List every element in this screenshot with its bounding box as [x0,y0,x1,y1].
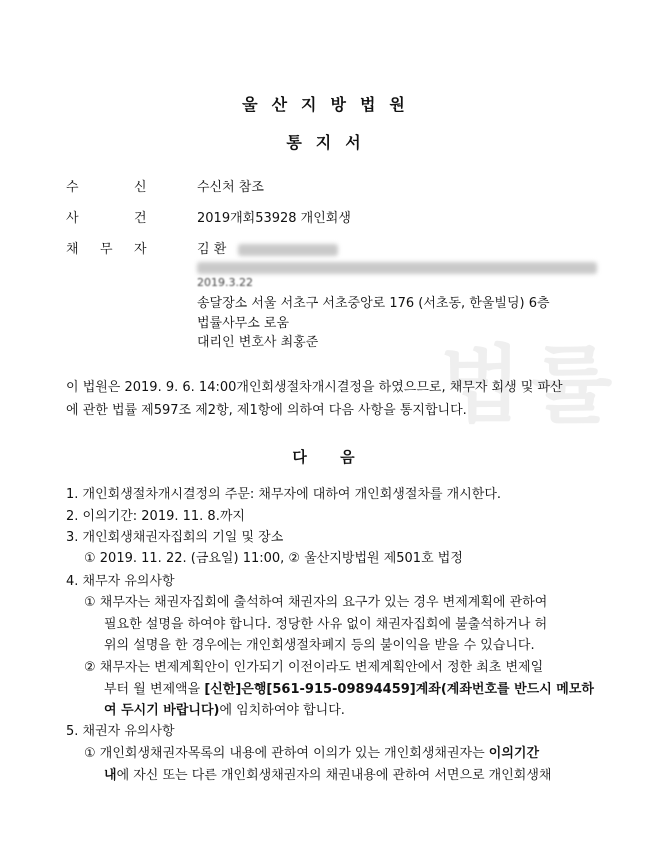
service-address: 송달장소 서울 서초구 서초중앙로 176 (서초동, 한울빌딩) 6층 [197,296,550,311]
case-label-2: 건 [134,211,147,226]
item-4-1-line-3: 위의 설명을 한 경우에는 개인회생절차폐지 등의 불이익을 받을 수 있습니다. [104,638,535,653]
item-3-detail: ① 2019. 11. 22. (금요일) 11:00, ② 울산지방법원 제501호 법정 [84,551,463,566]
item-5: 5. 채권자 유의사항 [66,724,175,739]
item-5-1-line-1: ① 개인회생채권자목록의 내용에 관하여 이의가 있는 개인회생채권자는 이의기간 [84,746,539,761]
item-4-2-line-2: 부터 월 변제액을 [신한]은행[561-915-09894459]계좌(계좌번호를 반드시 메모하 [104,682,594,697]
item-4-2-line-3: 여 두시기 바랍니다)에 임치하여야 합니다. [104,703,345,718]
agent-lawyer: 대리인 변호사 최홍준 [197,335,319,350]
recipient-label-1: 수 [66,180,79,195]
debtor-label-1: 채 [66,242,79,257]
intro-line-2: 에 관한 법률 제597조 제2항, 제1항에 의하여 다음 사항을 통지합니다. [66,403,467,418]
item-1: 1. 개인회생절차개시결정의 주문: 채무자에 대하여 개인회생절차를 개시한다. [66,487,502,502]
court-name: 울산지방법원 [242,95,419,114]
item-2: 2. 이의기간: 2019. 11. 8.까지 [66,509,245,524]
debtor-name-line [197,238,338,257]
debtor-partial: 2019.3.22 [197,276,253,289]
item-4-1-line-2: 필요한 설명을 하여야 합니다. 정당한 사유 없이 채권자집회에 불출석하거나 허 [104,617,548,632]
document-title: 통지서 [286,133,375,152]
case-label-1: 사 [66,211,79,226]
redacted-address-line [197,260,597,275]
debtor-name: 김 환 [197,242,227,257]
case-value: 2019개회53928 개인회생 [197,211,351,226]
intro-line-1: 이 법원은 2019. 9. 6. 14:00개인회생절차개시결정을 하였으므로, 채무자 회생 및 파산 [66,380,563,395]
item-3: 3. 개인회생채권자집회의 기일 및 장소 [66,530,284,545]
debtor-label-2: 무 [100,242,113,257]
watermark: 법률 [440,336,623,434]
recipient-label-2: 신 [134,180,147,195]
item-4: 4. 채무자 유의사항 [66,574,175,589]
redacted-block [197,262,597,274]
debtor-label-3: 자 [134,242,147,257]
item-4-2-line-1: ② 채무자는 변제계획안이 인가되기 이전이라도 변제계획안에서 정한 최초 변제일 [84,660,544,675]
recipient-value: 수신처 참조 [197,180,264,195]
item-5-1-line-2: 내에 자신 또는 다른 개인회생채권자의 채권내용에 관하여 서면으로 개인회생채 [104,768,552,783]
bank-account: [신한]은행[561-915-09894459]계좌(계좌번호를 반드시 메모하 [204,682,594,697]
item-4-1-line-1: ① 채무자는 채권자집회에 출석하여 채권자의 요구가 있는 경우 변제계획에 관하여 [84,595,548,610]
section-heading: 다 음 [292,448,369,466]
redacted-block [238,244,338,256]
law-firm: 법률사무소 로움 [197,316,290,331]
